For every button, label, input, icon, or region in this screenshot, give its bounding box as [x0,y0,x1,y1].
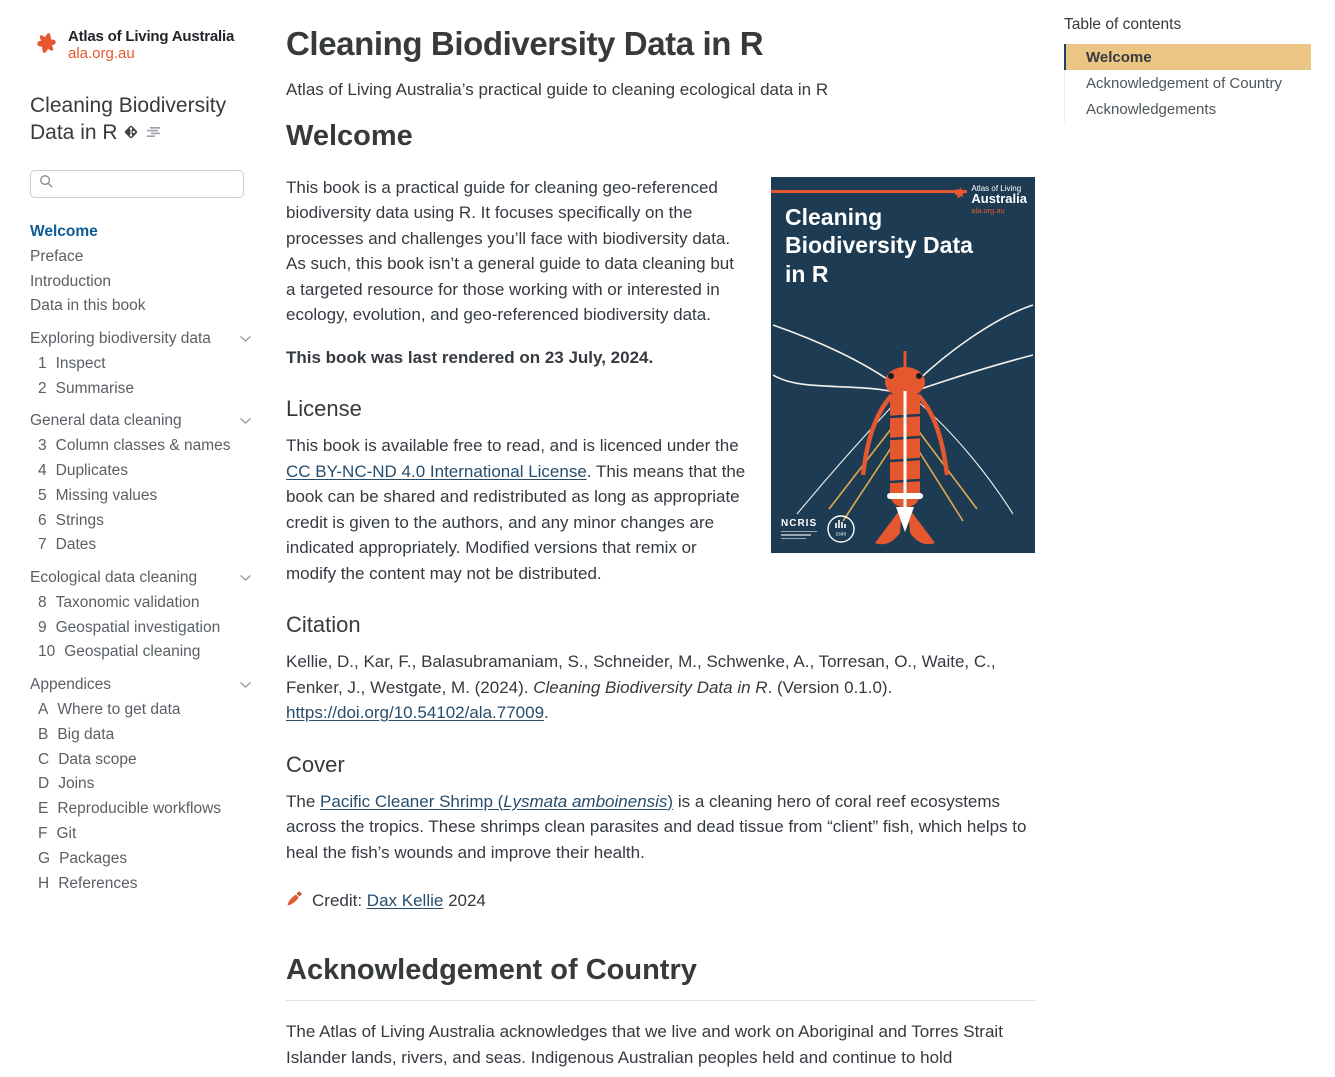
sidebar-item-label: Welcome [30,222,98,240]
sidebar-nav [30,220,252,896]
page-subtitle: Atlas of Living Australia’s practical guide to cleaning ecological data in R [286,80,829,99]
citation-paragraph: Kellie, D., Kar, F., Balasubramaniam, S., Schneider, M., Schwenke, A., Torresan, O., Waite, C., Fenker, J., Westgate, M. (2024). Cleaning Biodiversity Data in R. (Version 0.1.0). https://doi.org/10.54102/ala.77009. [286,652,996,722]
license-link[interactable]: CC BY-NC-ND 4.0 International License [286,461,587,481]
sidebar-book-title [30,92,248,148]
sidebar-item-label: Geospatial investigation [55,618,221,636]
sidebar-item-label: Column classes & names [55,437,231,455]
chapter-number: G [38,849,51,867]
ala-logo-link[interactable] [30,25,265,66]
license-paragraph: This book is available free to read, and is licenced under the CC BY-NC-ND 4.0 International License. This means that the book can be shared and redistributed as long as appropriate credit is given to the authors, and any minor changes are indicated appropriately. Modified versions that remix or modify the content may not be distributed. [286,436,746,583]
sidebar-item-label: Joins [58,775,95,793]
sidebar-item-references[interactable] [30,871,252,896]
chapter-number: 3 [38,437,47,455]
sidebar-item-exploring-biodiversity-data[interactable] [30,327,252,352]
sidebar-item-welcome[interactable] [30,220,252,245]
doi-link[interactable]: https://doi.org/10.54102/ala.77009 [286,703,545,722]
license-heading: License [286,396,362,421]
sidebar-item-label: Dates [55,536,97,554]
sidebar-item-where-to-get-data[interactable] [30,698,252,723]
cover-paragraph: The Pacific Cleaner Shrimp (Lysmata amboinensis) is a cleaning hero of coral reef ecosystems across the tropics. These shrimps clean parasites and dead tissue from “client” fish, which helps to heal the fish’s wounds and improve their health. [286,791,1027,862]
sidebar-item-strings[interactable] [30,508,252,533]
chapter-number: C [38,750,50,768]
sidebar-item-geospatial-cleaning[interactable] [30,640,252,665]
cover-book-title: Cleaning Biodiversity Data in R [785,203,973,287]
sidebar-item-label: Missing values [55,486,158,504]
table-of-contents [1050,0,1335,1077]
ala-starburst-icon [30,25,63,66]
document-lines-icon[interactable] [145,120,162,147]
sidebar-item-label: References [58,874,138,892]
credit-row [286,889,1035,912]
sidebar-item-big-data[interactable] [30,722,252,747]
chevron-down-icon [239,569,252,587]
search-icon [39,174,54,194]
sidebar-item-label: Reproducible workflows [57,800,222,818]
chapter-number: 8 [38,593,47,611]
cover-brand-url: ala.org.au [971,205,1005,215]
chapter-number: 5 [38,486,47,504]
chapter-number: 6 [38,511,47,529]
org-url: ala.org.au [68,45,135,62]
shrimp-link[interactable]: Pacific Cleaner Shrimp (Lysmata amboinensis) [320,791,674,811]
sidebar-item-summarise[interactable] [30,376,252,401]
chapter-number: 9 [38,618,47,636]
cover-brand-line2: Australia [971,190,1027,206]
chapter-number: 7 [38,536,47,554]
sidebar-item-label: Packages [59,849,128,867]
sidebar-item-label: Strings [55,511,104,529]
sidebar-item-dates[interactable] [30,533,252,558]
org-name: Atlas of Living Australia [68,28,235,45]
chapter-number: H [38,874,50,892]
chapter-number: F [38,824,48,842]
sidebar-item-git[interactable] [30,822,252,847]
chapter-number: 1 [38,354,47,372]
sidebar-item-preface[interactable] [30,244,252,269]
chapter-number: D [38,775,50,793]
cover-brand-line1: Atlas of Living [971,183,1022,193]
sidebar-item-label: Exploring biodiversity data [30,330,211,348]
sidebar-item-label: Appendices [30,676,112,694]
chapter-number: 10 [38,643,56,661]
toc-item-welcome[interactable]: Welcome [1064,44,1311,70]
paintbrush-icon [286,889,304,912]
search-box[interactable] [30,170,244,198]
ncris-logo: NCRIS [781,518,817,540]
sidebar-item-label: Taxonomic validation [55,593,200,611]
sidebar-item-duplicates[interactable] [30,459,252,484]
chevron-down-icon [239,412,252,430]
sidebar-item-label: General data cleaning [30,412,182,430]
sidebar-item-label: Preface [30,247,84,265]
sidebar-item-label: Git [56,824,77,842]
sidebar-item-label: Geospatial cleaning [64,643,201,661]
sidebar-item-column-classes-names[interactable] [30,434,252,459]
sidebar-item-joins[interactable] [30,772,252,797]
chevron-down-icon [239,676,252,694]
sidebar [0,0,265,1077]
sidebar-item-data-in-this-book[interactable] [30,294,252,319]
sidebar-item-taxonomic-validation[interactable] [30,591,252,616]
sidebar-item-appendices[interactable] [30,673,252,698]
sidebar-item-geospatial-investigation[interactable] [30,615,252,640]
credit-author-link[interactable]: Dax Kellie [366,890,444,910]
chapter-number: E [38,800,49,818]
sidebar-item-label: Where to get data [57,701,181,719]
welcome-heading: Welcome [286,119,413,152]
chapter-number: A [38,701,49,719]
sidebar-item-packages[interactable] [30,846,252,871]
credit-label: Credit: [312,890,367,910]
cover-partner-logos [781,514,856,544]
csiro-logo [826,514,856,544]
sidebar-item-general-data-cleaning[interactable] [30,409,252,434]
sidebar-item-introduction[interactable] [30,269,252,294]
search-input[interactable] [60,176,241,192]
sidebar-item-label: Big data [57,725,115,743]
toc-item-acknowledgement-of-country[interactable]: Acknowledgement of Country [1086,74,1282,92]
credit-year: 2024 [443,890,486,910]
acknowledgement-heading: Acknowledgement of Country [286,954,1035,1001]
sidebar-item-label: Summarise [55,379,135,397]
chapter-number: 4 [38,462,47,480]
sidebar-item-label: Data scope [58,750,137,768]
chapter-number: B [38,725,49,743]
sidebar-item-label: Data in this book [30,297,146,315]
toc-list [1064,44,1311,122]
sidebar-book-title-text[interactable]: Cleaning Biodiversity Data in R [30,94,227,145]
sidebar-item-data-scope[interactable] [30,747,252,772]
main-content [265,0,1050,1077]
chevron-down-icon [239,330,252,348]
page-title: Cleaning Biodiversity Data in R [286,25,764,62]
welcome-paragraph: This book is a practical guide for cleaning geo-referenced biodiversity data using R. It focuses specifically on the processes and challenges you’ll face with biodiversity data. As such, this book isn’t a general guide to data cleaning but a targeted resource for those working with or interested in ecology, evolution, and geo-referenced biodiversity data. [286,177,734,324]
toc-title: Table of contents [1064,16,1182,33]
sidebar-item-label: Inspect [55,354,106,372]
sidebar-item-label: Introduction [30,272,111,290]
git-repo-icon[interactable] [123,120,139,147]
sidebar-item-label: Duplicates [55,462,128,480]
toc-item-acknowledgements[interactable]: Acknowledgements [1086,100,1217,118]
last-rendered-note: This book was last rendered on 23 July, 2024. [286,347,654,367]
acknowledgement-paragraph: The Atlas of Living Australia acknowledges that we live and work on Aboriginal and Torres Strait Islander lands, rivers, and seas. Indigenous Australian peoples held and continue to hold [286,1022,1003,1067]
sidebar-item-inspect[interactable] [30,352,252,377]
sidebar-item-missing-values[interactable] [30,483,252,508]
cited-book-title: Cleaning Biodiversity Data in R [533,677,768,697]
svg-text:csiro: csiro [835,531,847,537]
citation-heading: Citation [286,612,361,637]
cover-heading: Cover [286,751,345,777]
sidebar-item-label: Ecological data cleaning [30,569,198,587]
chapter-number: 2 [38,379,47,397]
book-cover-image [771,177,1035,553]
sidebar-item-reproducible-workflows[interactable] [30,797,252,822]
sidebar-item-ecological-data-cleaning[interactable] [30,566,252,591]
